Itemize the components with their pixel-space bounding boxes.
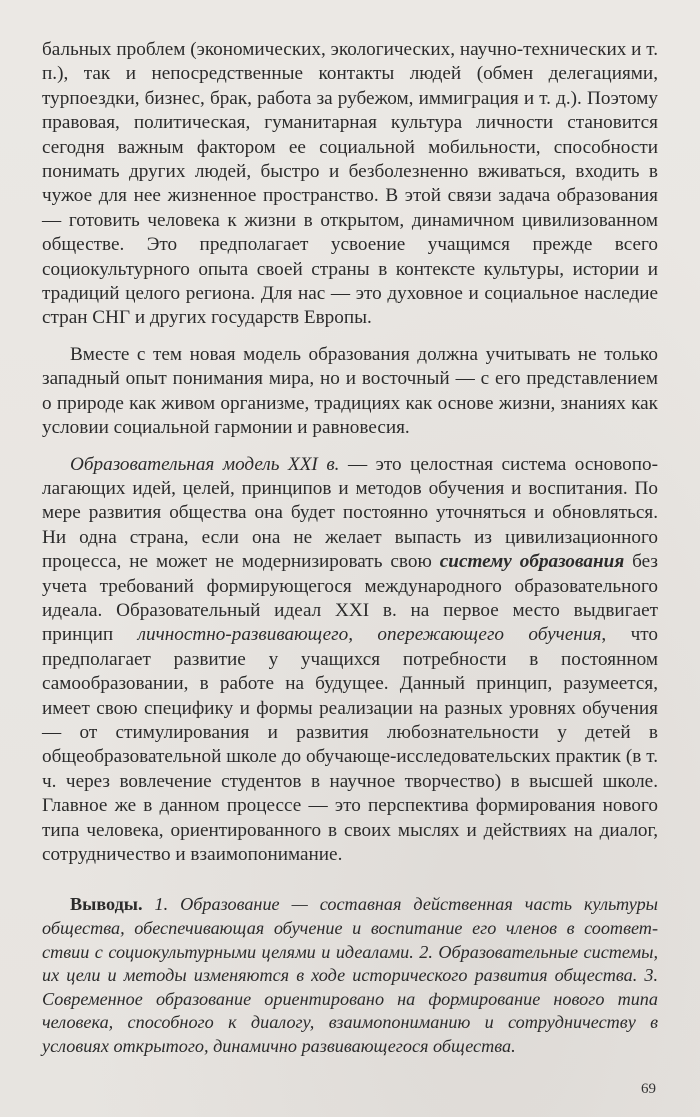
page-number: 69 bbox=[641, 1081, 656, 1097]
conclusions-text: 1. Образование — составная действенная часть культуры общества, обеспечивающая обучение и воспитание его членов в соответствии с социокультурными целями и идеалами. 2. Образовательные системы, их цели и методы изменяются в ходе исторического развития общества. 3. Современное образование ориентировано на формирование нового типа человека, способного к диалогу, взаимопониманию и сотрудничеству в условиях открытого, динамично развивающегося общества. bbox=[42, 894, 658, 1056]
conclusions-paragraph bbox=[42, 893, 658, 1058]
paragraph-2: Вместе с тем новая модель образования должна учитывать не только западный опыт понимания мира, но и восточный — с его представлением о природе как живом организме, традициях как основе жизни, знаниях как условии социальной гармонии и равновесия. bbox=[42, 343, 658, 439]
conclusions-label: Выводы. bbox=[70, 894, 143, 915]
paragraph-1: бальных проблем (экономических, экологических, научно-технических и т. п.), так и непосредственные контакты людей (обмен делегациями, турпоездки, бизнес, брак, работа за рубежом, иммиграция и т. д.). Поэтому правовая, политическая, гуманитарная культура личности становится сегодня важным фактором ее социальной мобильности, способности понимать других людей, быстро и безболезненно вживаться, входить в чужое для нее жизненное пространство. В этой связи задача образования — готовить человека к жизни в открытом, динамичном цивилизованном обществе. Это предполагает усвоение учащимся прежде всего социокультурного опыта своей страны в контексте культуры, истории и традиций целого региона. Для нас — это духовное и социальное наследие стран СНГ и других государств Европы. bbox=[42, 39, 658, 329]
paragraph-3-text-3: , что предполагает развитие у учащихся потребности в постоянном самообразовании, в работе на будущее. Данный принцип, разумеется, имеет свою специфику и формы реализации на разных уровнях обучения — от стимулирования и развития любознательности у детей в общеобразовательной школе до обучающе-исследовательских практик (в т. ч. через вовлечение студентов в научное творчество) в высшей школе. Главное же в данном процессе — это перспектива формирования нового типа человека, ориентированного в своих мыслях и действиях на диалог, сотрудничество и взаимопонимание. bbox=[42, 624, 658, 865]
emphasis-developing-learning: личностно-развивающего, опережающего обучения bbox=[137, 624, 602, 646]
term-education-model: Образовательная модель XXI в. bbox=[70, 453, 340, 475]
emphasis-education-system: систему образования bbox=[439, 551, 625, 573]
paragraph-3 bbox=[42, 453, 658, 868]
paragraph-3-text-2: без учета требований формирующегося международного образовательного идеала. Образовательный идеал XXI в. на первое место выдвигает принцип bbox=[42, 551, 659, 646]
paragraph-3-text-1: — это целостная система основополагающих идей, целей, принципов и методов обучения и воспитания. По мере развития общества она будет постоянно уточняться и обновляться. Ни одна страна, если она не желает выпасть из цивилизационного процесса, не может не модернизировать свою bbox=[42, 453, 658, 573]
